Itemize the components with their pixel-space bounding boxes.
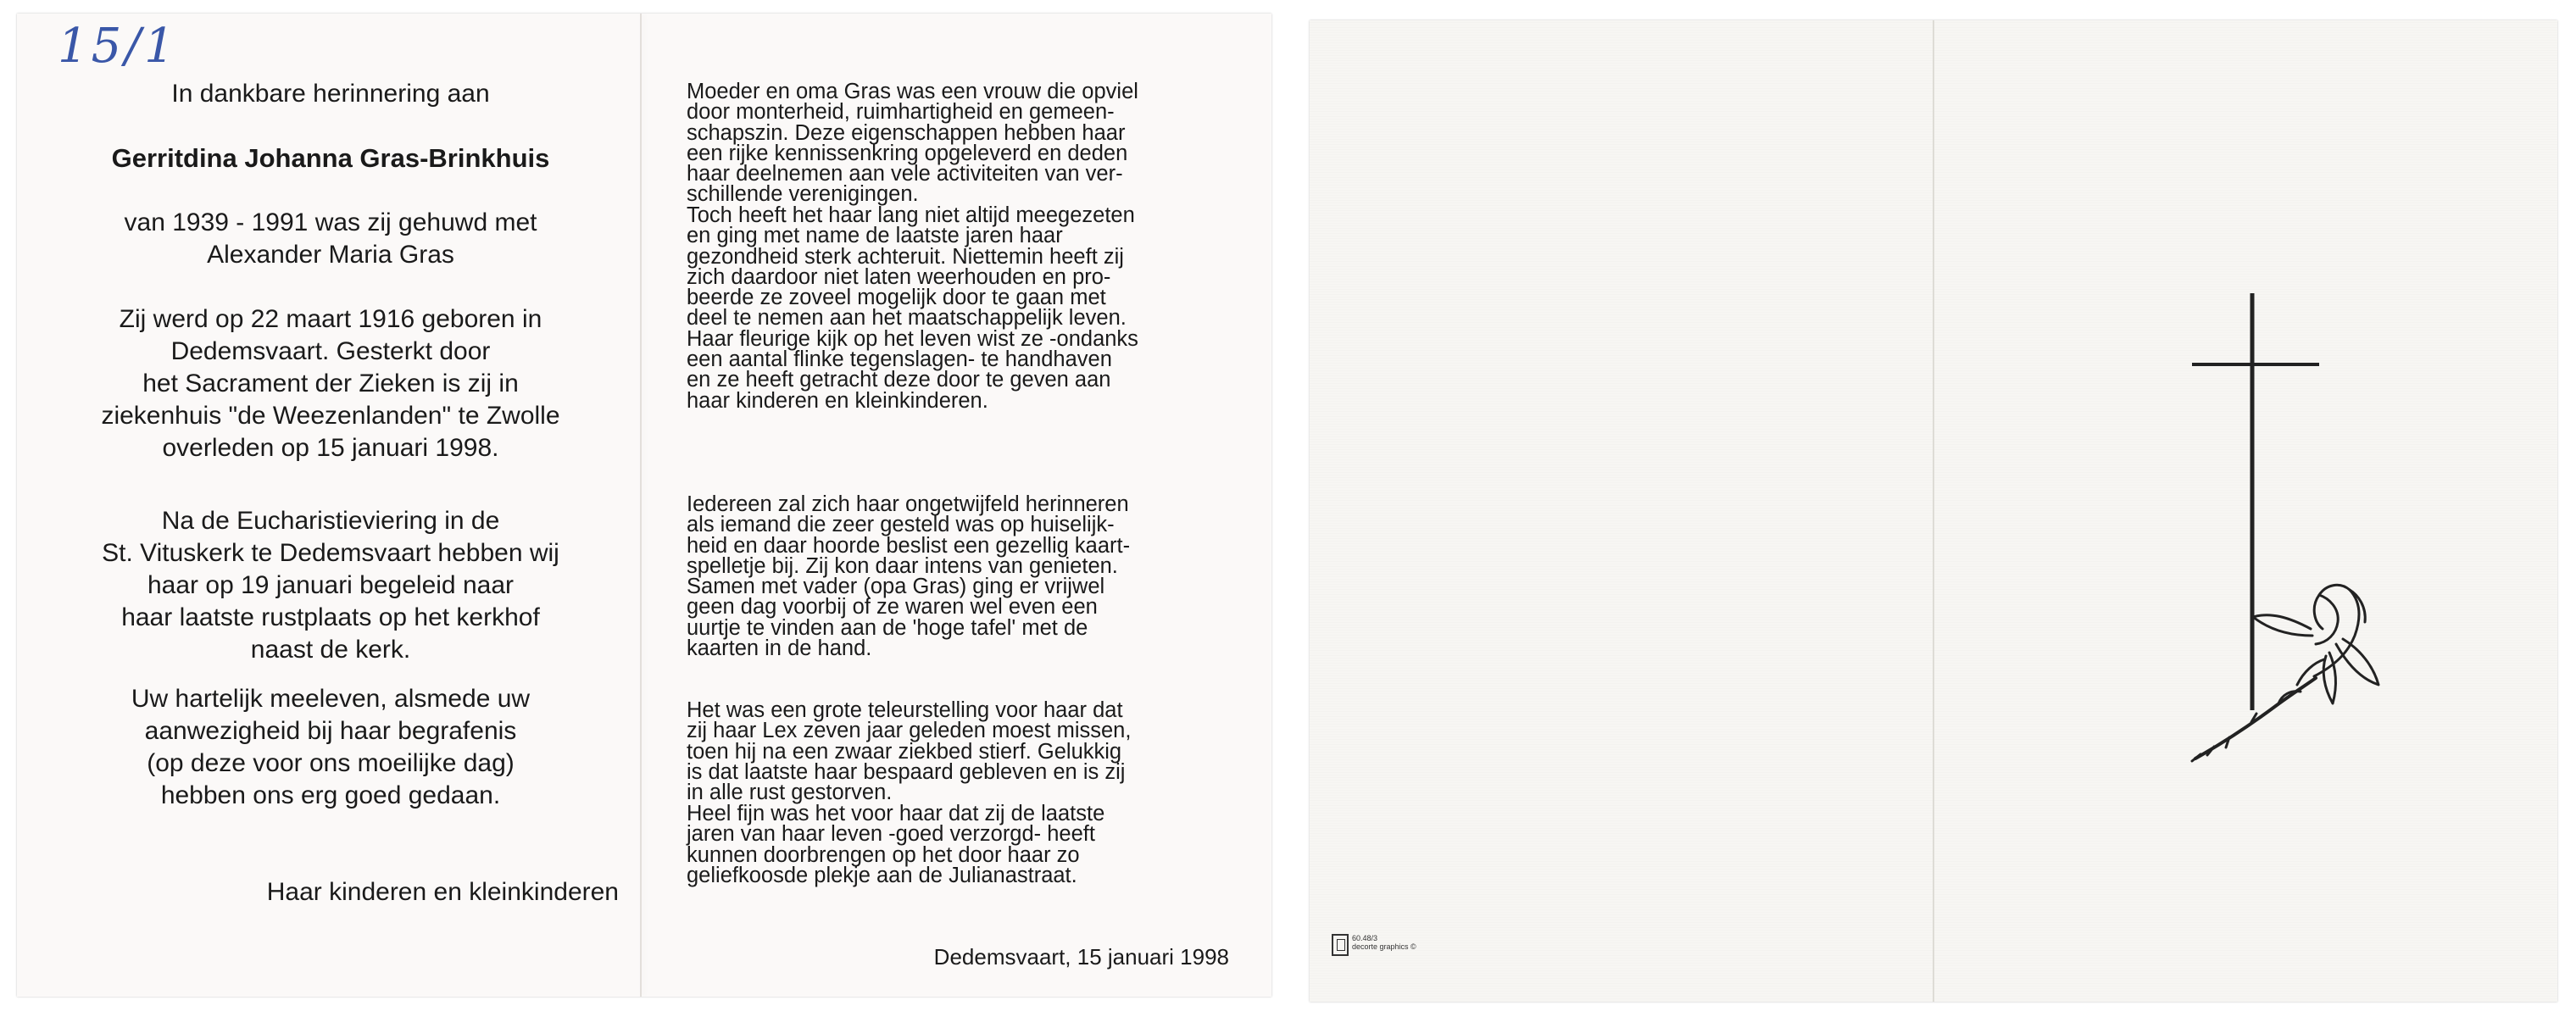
line: Na de Eucharistieviering in de <box>161 507 500 535</box>
line: Haar fleurige kijk op het leven wist ze -ondanks <box>687 326 1138 351</box>
line: Iedereen zal zich haar ongetwijfeld herinneren <box>687 492 1129 516</box>
line: kunnen doorbrengen op het door haar zo <box>687 842 1080 867</box>
line: Het was een grote teleurstelling voor haar dat <box>687 698 1123 722</box>
line: spelletje bij. Zij kon daar intens van genieten. <box>687 553 1118 578</box>
line: schillende verenigingen. <box>687 182 919 207</box>
line: uurtje te vinden aan de 'hoge tafel' met de <box>687 615 1088 640</box>
printer-credit <box>1352 934 1416 951</box>
line: een aantal flinke tegenslagen- te handhaven <box>687 347 1112 372</box>
memorial-card-inside <box>17 14 1271 997</box>
line: (op deze voor ons moeilijke dag) <box>147 749 515 777</box>
line: Heel fijn was het voor haar dat zij de laatste <box>687 802 1105 825</box>
line: Toch heeft het haar lang niet altijd meegezeten <box>687 203 1135 227</box>
cross-with-rose-icon <box>2170 280 2424 788</box>
rose-icon <box>2192 585 2378 761</box>
biography-paragraph <box>687 205 1229 411</box>
line: geliefkoosde plekje aan de Julianastraat. <box>687 863 1077 887</box>
line: van 1939 - 1991 was zij gehuwd met <box>124 208 537 236</box>
line: schapszin. Deze eigenschappen hebben haar <box>687 120 1126 145</box>
line: Moeder en oma Gras was een vrouw die opviel <box>687 80 1138 103</box>
line: haar op 19 januari begeleid naar <box>147 571 514 599</box>
line: zich daardoor niet laten weerhouden en pro- <box>687 264 1111 289</box>
line: is dat laatste haar bespaard gebleven en is zij <box>687 759 1126 784</box>
line: haar deelnemen aan vele activiteiten van ver- <box>687 162 1123 186</box>
line: en ging met name de laatste jaren haar <box>687 224 1063 248</box>
line: Zij werd op 22 maart 1916 geboren in <box>119 305 542 333</box>
line: door monterheid, ruimhartigheid en gemeen- <box>687 100 1115 125</box>
line: geen dag voorbij of ze waren wel even een <box>687 595 1098 620</box>
line: Dedemsvaart. Gesterkt door <box>170 337 491 365</box>
handwritten-note: 15/1 <box>58 19 178 74</box>
line: ziekenhuis "de Weezenlanden" te Zwolle <box>101 402 560 430</box>
intro-text: In dankbare herinnering aan <box>171 80 490 108</box>
cross-icon <box>2192 293 2319 710</box>
line: een rijke kennissenkring opgeleverd en deden <box>687 141 1128 165</box>
deceased-name: Gerritdina Johanna Gras-Brinkhuis <box>111 143 550 173</box>
line: haar kinderen en kleinkinderen. <box>687 388 988 413</box>
line: in alle rust gestorven. <box>687 781 893 805</box>
line: zij haar Lex zeven jaar geleden moest missen, <box>687 719 1132 743</box>
printer-logo <box>1332 934 1416 956</box>
place-date: Dedemsvaart, 15 januari 1998 <box>933 944 1229 970</box>
marriage-text <box>51 207 610 271</box>
card-fold-line <box>1933 20 1934 1002</box>
printer-code: 60.48/3 <box>1352 934 1378 942</box>
line: aanwezigheid bij haar begrafenis <box>144 717 517 745</box>
line: deel te nemen aan het maatschappelijk leven. <box>687 306 1127 331</box>
line: Alexander Maria Gras <box>207 241 454 269</box>
line: het Sacrament der Zieken is zij in <box>142 370 519 397</box>
line: en ze heeft getracht deze door te geven aan <box>687 368 1111 392</box>
document-logo-icon <box>1332 934 1349 956</box>
line: als iemand die zeer gesteld was op huiselijk- <box>687 513 1115 537</box>
line: Uw hartelijk meeleven, alsmede uw <box>131 685 531 713</box>
line: haar laatste rustplaats op het kerkhof <box>121 603 540 631</box>
line: beerde ze zoveel mogelijk door te gaan met <box>687 286 1106 310</box>
thanks-text <box>51 683 610 812</box>
line: heid en daar hoorde beslist een gezellig kaart- <box>687 533 1131 558</box>
biography-paragraph <box>687 700 1229 803</box>
biography-paragraph <box>687 803 1229 886</box>
family-signature: Haar kinderen en kleinkinderen <box>266 878 619 906</box>
line: kaarten in de hand. <box>687 636 872 661</box>
mass-burial-text <box>51 505 610 666</box>
line: hebben ons erg goed gedaan. <box>160 781 501 809</box>
line: toen hij na een zwaar ziekbed stierf. Gelukkig <box>687 739 1122 764</box>
biography-paragraph <box>687 81 1229 205</box>
line: jaren van haar leven -goed verzorgd- heeft <box>687 822 1095 847</box>
card-fold-line <box>640 14 642 997</box>
line: Samen met vader (opa Gras) ging er vrijwel <box>687 575 1105 599</box>
printer-name: decorte graphics © <box>1352 942 1416 951</box>
biography-paragraph <box>687 494 1229 659</box>
line: gezondheid sterk achteruit. Niettemin heeft zij <box>687 244 1124 269</box>
line: overleden op 15 januari 1998. <box>162 434 499 462</box>
line: St. Vituskerk te Dedemsvaart hebben wij <box>102 539 559 567</box>
line: naast de kerk. <box>250 636 411 664</box>
birth-death-text <box>51 303 610 464</box>
